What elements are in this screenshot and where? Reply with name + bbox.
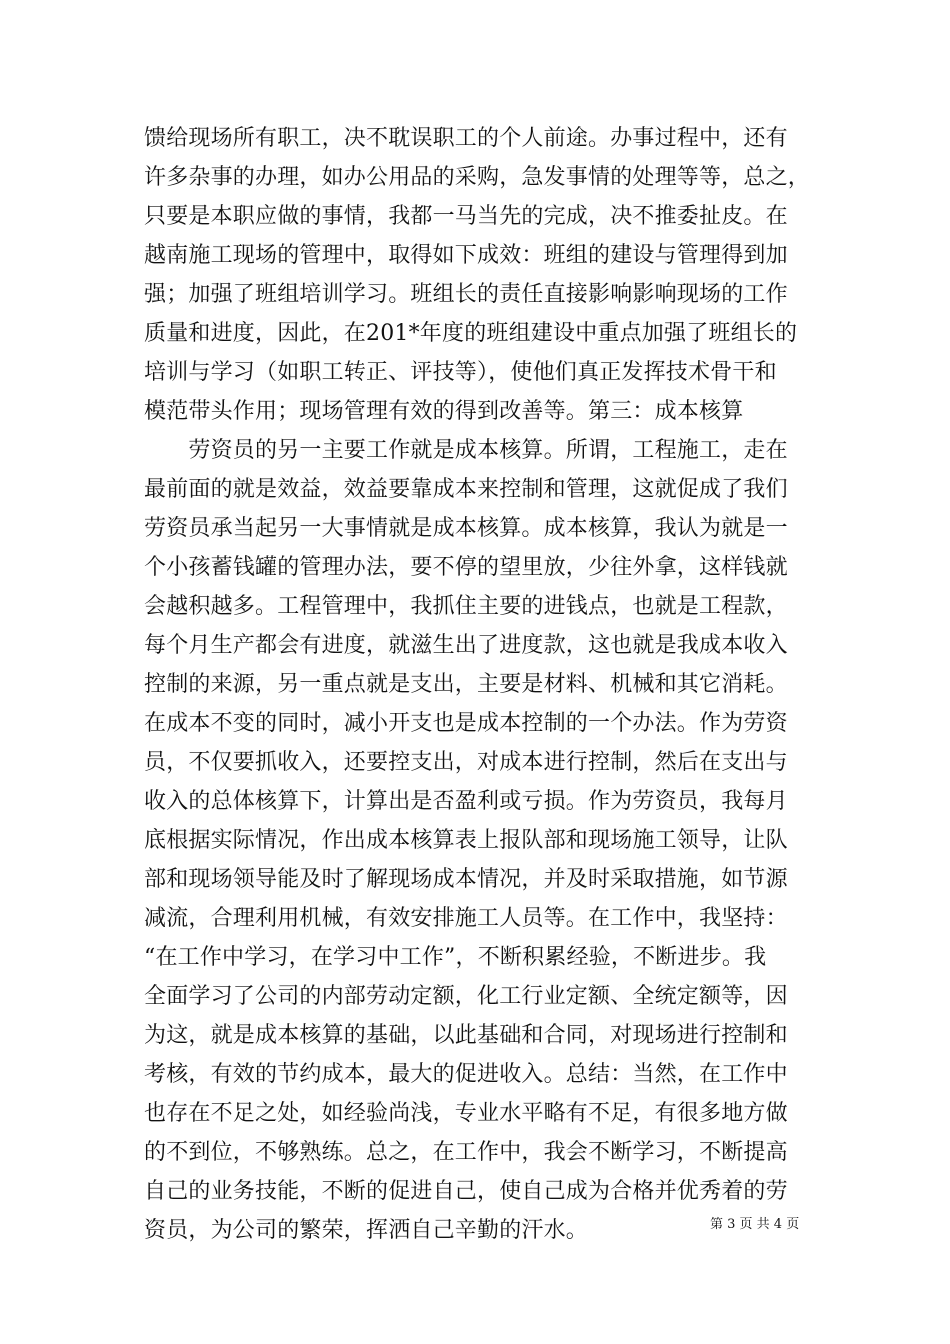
text-line: 每个月生产都会有进度，就滋生出了进度款，这也就是我成本收入 bbox=[144, 633, 788, 658]
text-line: 资员，为公司的繁荣，挥洒自己辛勤的汗水。 bbox=[144, 1218, 589, 1243]
text-line: 部和现场领导能及时了解现场成本情况，并及时采取措施，如节源 bbox=[144, 867, 788, 892]
text-line: 许多杂事的办理，如办公用品的采购，急发事情的处理等等，总之， bbox=[144, 165, 811, 190]
text-line: 强；加强了班组培训学习。班组长的责任直接影响影响现场的工作 bbox=[144, 282, 788, 307]
text-line: 考核，有效的节约成本，最大的促进收入。总结：当然，在工作中 bbox=[144, 1062, 788, 1087]
text-line: 最前面的就是效益，效益要靠成本来控制和管理，这就促成了我们 bbox=[144, 477, 788, 502]
text-line: 劳资员承当起另一大事情就是成本核算。成本核算，我认为就是一 bbox=[144, 516, 788, 541]
text-line: 的不到位，不够熟练。总之，在工作中，我会不断学习，不断提高 bbox=[144, 1140, 788, 1165]
text-line: 会越积越多。工程管理中，我抓住主要的进钱点，也就是工程款， bbox=[144, 594, 788, 619]
text-line: 减流，合理利用机械，有效安排施工人员等。在工作中，我坚持： bbox=[144, 906, 788, 931]
body-text bbox=[144, 119, 816, 1250]
page-number-footer: 第 3 页 共 4 页 bbox=[710, 1217, 800, 1232]
text-line: 底根据实际情况，作出成本核算表上报队部和现场施工领导，让队 bbox=[144, 828, 788, 853]
text-line: 劳资员的另一主要工作就是成本核算。所谓，工程施工，走在 bbox=[144, 438, 788, 463]
text-line: 越南施工现场的管理中，取得如下成效：班组的建设与管理得到加 bbox=[144, 243, 788, 268]
text-line: 在成本不变的同时，减小开支也是成本控制的一个办法。作为劳资 bbox=[144, 711, 788, 736]
text-line: 馈给现场所有职工，决不耽误职工的个人前途。办事过程中，还有 bbox=[144, 126, 788, 151]
text-line: 全面学习了公司的内部劳动定额，化工行业定额、全统定额等，因 bbox=[144, 984, 788, 1009]
text-line: 员，不仅要抓收入，还要控支出，对成本进行控制，然后在支出与 bbox=[144, 750, 788, 775]
text-line: 质量和进度，因此，在201*年度的班组建设中重点加强了班组长的 bbox=[144, 321, 798, 346]
text-line: 培训与学习（如职工转正、评技等），使他们真正发挥技术骨干和 bbox=[144, 360, 777, 385]
text-line: 只要是本职应做的事情，我都一马当先的完成，决不推委扯皮。在 bbox=[144, 204, 788, 229]
text-line: 模范带头作用；现场管理有效的得到改善等。第三：成本核算 bbox=[144, 399, 744, 424]
text-line: 个小孩蓄钱罐的管理办法，要不停的望里放，少往外拿，这样钱就 bbox=[144, 555, 788, 580]
text-line: 自己的业务技能，不断的促进自己，使自己成为合格并优秀着的劳 bbox=[144, 1179, 788, 1204]
text-line: 收入的总体核算下，计算出是否盈利或亏损。作为劳资员，我每月 bbox=[144, 789, 788, 814]
text-line: 为这，就是成本核算的基础，以此基础和合同，对现场进行控制和 bbox=[144, 1023, 788, 1048]
text-line: 也存在不足之处，如经验尚浅，专业水平略有不足，有很多地方做 bbox=[144, 1101, 788, 1126]
text-line: 控制的来源，另一重点就是支出，主要是材料、机械和其它消耗。 bbox=[144, 672, 788, 697]
text-line: “在工作中学习，在学习中工作”，不断积累经验，不断进步。我 bbox=[144, 945, 767, 970]
